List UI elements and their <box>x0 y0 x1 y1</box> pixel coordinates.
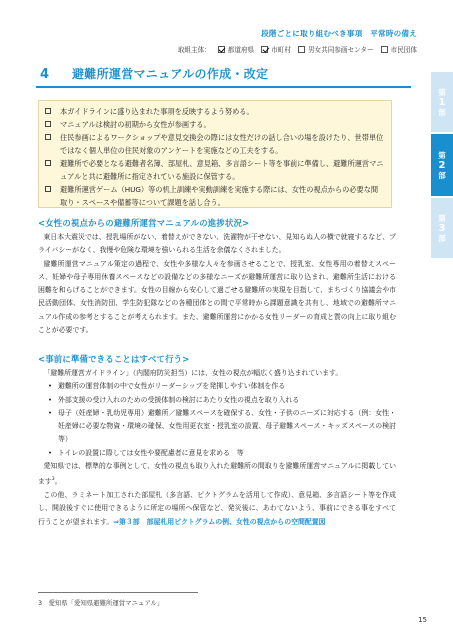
section2-paragraph-prep: この他、ラミネート加工された部屋札（多言語、ピクトグラムを活用して作成）、意見箱、多言語シート等を作成し、開設後すぐに使用できるように所定の場所へ保管など、発災後に、あわてないよう、事前にできる事をすべて行うことが望まれます。⇒第３部 部屋札用ピクトグラムの例、女性の視点からの空間配置図 <box>38 490 396 526</box>
part3-reference-link[interactable]: ⇒第３部 部屋札用ピクトグラムの例、女性の視点からの空間配置図 <box>113 517 326 526</box>
checklist-item: 避難所運営ゲーム（HUG）等の机上訓練や実動訓練を実施する際には、女性の視点からの必要な間取り・スペースや備蓄等について課題を話し合う。 <box>45 183 385 209</box>
footnote <box>38 598 163 607</box>
checkbox-icon <box>45 131 55 157</box>
list-item: • 母子（妊産婦・乳幼児専用）避難所／避難スペースを確保する、女性・子供のニーズに対応する（例：女性・妊産婦に必要な物資・環境の確保、女性用更衣室・授乳室の設置、母子避難スペース・キッズスペースの検討等） <box>58 407 396 447</box>
footnote-divider <box>38 592 198 593</box>
phase-label: 段階ごとに取り組むべき事項 平常時の備え <box>261 29 417 38</box>
checklist-box <box>38 100 392 208</box>
list-item: • トイレの設置に際しては女性や要配慮者に意見を求める 等 <box>58 447 396 460</box>
section1-title: <女性の視点からの避難所運営マニュアルの進捗状況> <box>38 218 250 228</box>
list-item: • 避難所の運営体制の中で女性がリーダーシップを発揮しやすい体制を作る <box>58 380 396 393</box>
actors-label: 取組主体： <box>177 46 211 54</box>
checkbox-icon <box>45 183 55 209</box>
heading-number: 4 <box>40 67 50 82</box>
actor-municipality: 市町村 <box>271 46 291 54</box>
guideline-list <box>38 380 396 460</box>
footnote-number: 3 <box>38 599 43 607</box>
checkbox-icon <box>45 105 55 118</box>
checklist-item: マニュアルは検討の初期から女性が参画する。 <box>45 118 385 131</box>
section1-body <box>38 231 396 337</box>
part-tabs <box>431 72 453 260</box>
page-header <box>178 28 417 54</box>
checkbox-prefecture <box>218 46 225 53</box>
heading-underline <box>36 86 411 88</box>
footnote-ref[interactable]: 3 <box>51 477 55 483</box>
checklist-item: 避難所で必要となる避難者名簿、部屋札、意見箱、多言語シート等を事前に準備し、避難所運営マニュアルと共に避難所に指定されている施設に保管する。 <box>45 157 385 183</box>
actors-row <box>178 44 417 54</box>
page-number: 15 <box>418 616 427 624</box>
section-heading <box>36 65 411 88</box>
section1-paragraph: 東日本大震災では、授乳場所がない、着替えができない、洗濯物が干せない、見知らぬ人の横で就寝するなど、プライバシーがなく、我慢や危険な環境を強いられる生活を余儀なくされました。 <box>38 233 396 255</box>
checkbox-icon <box>45 157 55 183</box>
checkbox-icon <box>45 118 55 131</box>
section2-intro: 「避難所運営ガイドライン」（内閣府防災担当）には、女性の視点が幅広く盛り込まれています。 <box>43 369 343 377</box>
list-item: • 外部支援の受け入れのための受援体制の検討にあたり女性の視点を取り入れる <box>58 394 396 407</box>
actor-citizen-groups: 市民団体 <box>390 46 417 54</box>
actor-prefecture: 都道府県 <box>227 46 255 54</box>
footnote-text: 愛知県「愛知県避難所運営マニュアル」 <box>48 599 164 607</box>
section1-paragraph: 避難所運営マニュアル策定の過程で、女性や多様な人々を参画させることで、授乳室、女性専用の着替えスペース、妊婦や母子専用休養スペースなどの設備などの多様なニーズが避難所運営に取り込まれ、避難所生活における困難を和らげることができます。女性の目線から安心して過ごせる避難所の実現を目指して、まちづくり協議会や市民活動団体、女性消防団、学生防犯隊などの各種団体との間で平常時から課題意識を共有し、地域での避難所マニュアル作成の参考とすることが考えられます。また、避難所運営にかかる女性リーダーの育成と質の向上に取り組むことが必要です。 <box>38 259 396 335</box>
section2-body <box>38 367 396 529</box>
section2-title: <事前に準備できることはすべて行う> <box>38 354 190 364</box>
tab-part-1[interactable]: 第 1 部 <box>431 72 453 132</box>
checkbox-citizen-groups <box>381 46 388 53</box>
checkbox-municipality <box>261 46 268 53</box>
checklist-item: 住民参画によるワークショップや意見交換会の際には女性だけの話し合いの場を設けたり、世帯単位ではなく個人単位の住民対象のアンケートを実施などの工夫をする。 <box>45 131 385 157</box>
checklist-item: 本ガイドラインに盛り込まれた事項を反映するよう努める。 <box>45 105 385 118</box>
tab-part-2[interactable]: 第 2 部 <box>431 134 453 196</box>
actor-gender-center: 男女共同参画センター <box>307 46 374 54</box>
tab-part-3[interactable]: 第 3 部 <box>431 198 453 258</box>
checkbox-gender-center <box>298 46 305 53</box>
section2-paragraph-aichi: 愛知県では、標準的な事例として、女性の視点も取り入れた避難所の間取りを避難所運営マニュアルに掲載しています$^3$。 <box>38 462 396 486</box>
heading-title: 避難所運営マニュアルの作成・改定 <box>72 67 269 81</box>
